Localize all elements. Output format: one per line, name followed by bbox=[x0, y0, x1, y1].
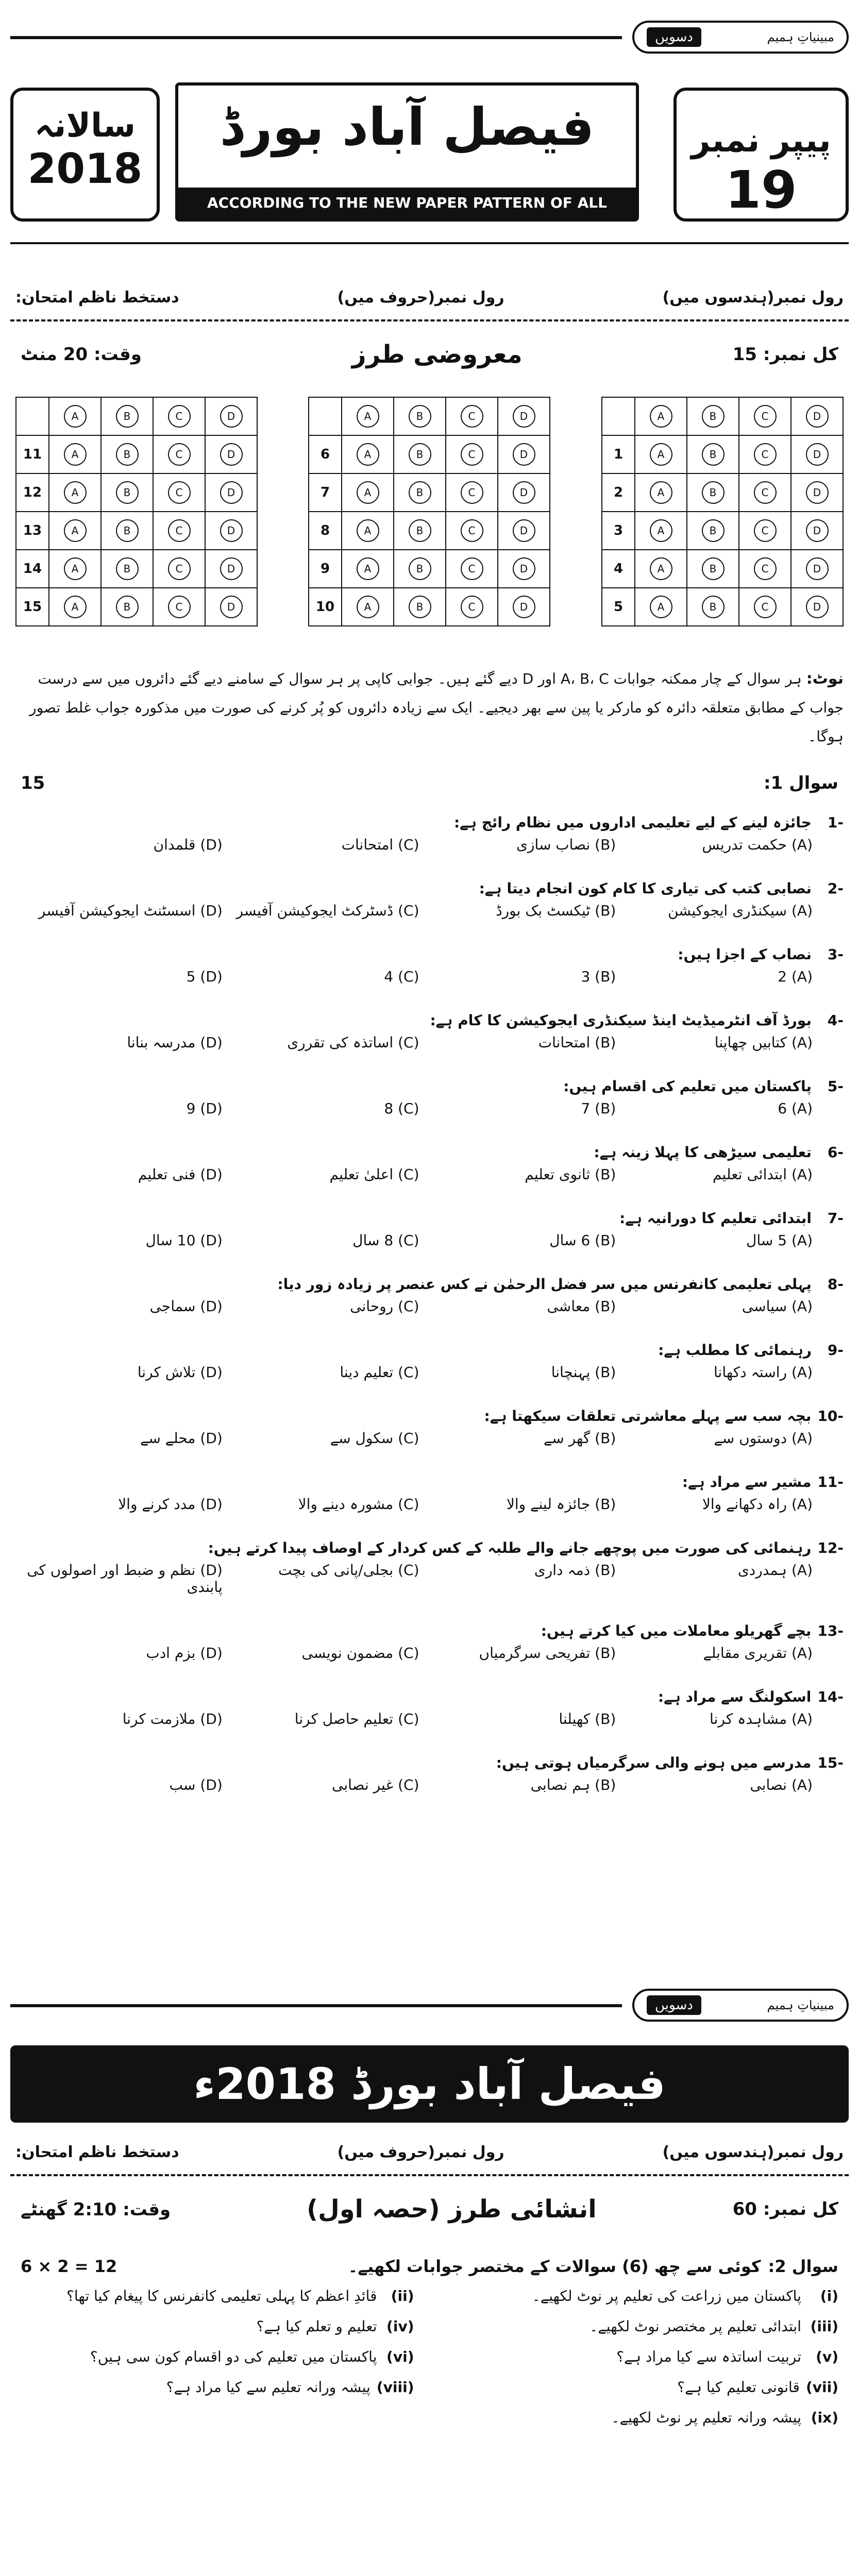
mcq-list bbox=[15, 814, 844, 1820]
mcq-option[interactable]: (A) سیاسی bbox=[742, 1298, 813, 1315]
section-title: انشائی طرز (حصہ اول) bbox=[307, 2195, 597, 2224]
mcq-question: رہنمائی کی صورت میں پوچھے جانے والے طلبہ کے کس کردار کے اوصاف پیدا کرتے ہیں: bbox=[208, 1539, 812, 1556]
mcq-question: مشیر سے مراد ہے: bbox=[682, 1473, 812, 1490]
annual-year-box bbox=[10, 88, 160, 222]
mcq-option[interactable]: (B) 3 bbox=[581, 968, 616, 985]
question-marks: 15 bbox=[21, 773, 45, 793]
mcq-option[interactable]: (B) کھیلنا bbox=[559, 1710, 616, 1727]
roll-digits-field[interactable]: رول نمبر(ہندسوں میں) bbox=[662, 289, 844, 307]
mcq-item bbox=[15, 1276, 844, 1315]
part-number: (vii) bbox=[805, 2379, 838, 2396]
mcq-item bbox=[15, 880, 844, 919]
instructions bbox=[15, 665, 844, 751]
total-marks: کل نمبر: 60 bbox=[732, 2199, 838, 2219]
mcq-option[interactable]: (B) ثانوی تعلیم bbox=[525, 1166, 616, 1183]
mcq-number: -8 bbox=[827, 1276, 844, 1293]
mcq-option[interactable]: (A) راستہ دکھانا bbox=[714, 1364, 813, 1381]
part-number: (i) bbox=[820, 2287, 838, 2304]
mcq-option[interactable]: (C) 4 bbox=[384, 968, 419, 985]
mcq-question: بچہ سب سے پہلے معاشرتی تعلقات سیکھتا ہے: bbox=[484, 1408, 812, 1425]
mcq-question: اسکولنگ سے مراد ہے: bbox=[658, 1688, 812, 1705]
mcq-option[interactable]: (A) حکمت تدریس bbox=[702, 836, 813, 853]
part-text: پیشہ ورانہ تعلیم پر نوٹ لکھیے۔ bbox=[611, 2409, 801, 2426]
class-tag: دسویں bbox=[647, 1995, 701, 2015]
mcq-option[interactable]: (B) نصاب سازی bbox=[516, 836, 616, 853]
mcq-option[interactable]: (D) محلے سے bbox=[140, 1430, 223, 1447]
mcq-number: -9 bbox=[827, 1342, 844, 1359]
mcq-question: بورڈ آف انٹرمیڈیٹ اینڈ سیکنڈری ایجوکیشن کا کام ہے: bbox=[430, 1012, 812, 1029]
part-text: قائدِ اعظم کا پہلی تعلیمی کانفرنس کا پیغام کیا تھا؟ bbox=[66, 2287, 377, 2304]
board-title-box bbox=[175, 82, 639, 242]
mcq-number: -1 bbox=[827, 814, 844, 831]
omr-bubble[interactable]: A bbox=[650, 443, 672, 466]
mcq-option[interactable]: (D) مدد کرنے والا bbox=[118, 1496, 223, 1513]
mcq-item bbox=[15, 1622, 844, 1662]
instructions-text: ہر سوال کے چار ممکنہ جوابات A، B، C اور D دیے گئے ہیں۔ جوابی کاپی پر ہر سوال کے سامنے دیے گئے دائروں میں سے درست جواب کے مطابق متعلقہ دائرہ کو مارکر یا پین سے بھر دیجیے۔ ایک سے زیادہ دائروں کو پُر کرنے کی صورت میں مذکورہ جواب غلط تصور ہوگا۔ bbox=[29, 670, 844, 745]
annual-label: سالانہ bbox=[34, 107, 136, 145]
mcq-question: رہنمائی کا مطلب ہے: bbox=[658, 1342, 812, 1359]
mcq-question: پہلی تعلیمی کانفرنس میں سر فضل الرحمٰن نے کس عنصر پر زیادہ زور دیا: bbox=[277, 1276, 812, 1293]
paper-number-box bbox=[673, 88, 849, 222]
paper-label: پیپر نمبر bbox=[691, 122, 831, 160]
mcq-option[interactable]: (C) تعلیم حاصل کرنا bbox=[294, 1710, 419, 1727]
question-part bbox=[21, 2287, 414, 2304]
roll-digits-field[interactable]: رول نمبر(ہندسوں میں) bbox=[662, 2143, 844, 2161]
mcq-number: -2 bbox=[827, 880, 844, 897]
mcq-item bbox=[15, 1754, 844, 1793]
part-number: (iv) bbox=[386, 2318, 414, 2335]
mcq-option[interactable]: (C) 8 bbox=[384, 1100, 419, 1117]
part-number: (v) bbox=[816, 2348, 838, 2365]
mcq-option[interactable]: (C) ڈسٹرکٹ ایجوکیشن آفیسر bbox=[236, 902, 419, 919]
part-text: قانونی تعلیم کیا ہے؟ bbox=[677, 2379, 800, 2396]
mcq-number: -5 bbox=[827, 1078, 844, 1095]
time-allowed: وقت: 20 منٹ bbox=[21, 344, 142, 365]
question-part bbox=[21, 2348, 414, 2365]
question-1-header bbox=[21, 773, 838, 793]
mcq-item bbox=[15, 1473, 844, 1513]
section-title: معروضی طرز bbox=[351, 340, 523, 369]
mcq-question: تعلیمی سیڑھی کا پہلا زینہ ہے: bbox=[594, 1144, 812, 1161]
series-name: مبینیاتِ ہمیم bbox=[767, 30, 834, 44]
series-pill bbox=[632, 1989, 849, 2022]
mcq-question: نصابی کتب کی تیاری کا کام کون انجام دیتا ہے: bbox=[479, 880, 812, 897]
mcq-option[interactable]: (A) کتابیں چھاپنا bbox=[714, 1034, 813, 1051]
mcq-item bbox=[15, 1342, 844, 1381]
total-marks: کل نمبر: 15 bbox=[732, 344, 838, 365]
series-header bbox=[10, 10, 849, 72]
student-fields bbox=[15, 2143, 844, 2161]
question-instruction: کوئی سے چھ (6) سوالات کے مختصر جوابات لکھیے۔ bbox=[348, 2257, 761, 2276]
mcq-option[interactable]: (A) 5 سال bbox=[746, 1232, 813, 1249]
part-text: تربیت اساتذہ سے کیا مراد ہے؟ bbox=[616, 2348, 801, 2365]
mcq-number: -11 bbox=[817, 1473, 844, 1490]
question-part bbox=[21, 2379, 414, 2396]
part-text: تعلیم و تعلم کیا ہے؟ bbox=[256, 2318, 377, 2335]
mcq-item bbox=[15, 1210, 844, 1249]
mcq-option[interactable]: (A) ہمدردی bbox=[737, 1562, 813, 1579]
mcq-option[interactable]: (A) ابتدائی تعلیم bbox=[712, 1166, 813, 1183]
invigilator-signature[interactable]: دستخط ناظم امتحان: bbox=[15, 2143, 179, 2161]
question-marks: 6 × 2 = 12 bbox=[21, 2257, 117, 2276]
time-allowed: وقت: 2:10 گھنٹے bbox=[21, 2199, 171, 2220]
part-number: (viii) bbox=[376, 2379, 414, 2396]
mcq-option[interactable]: (D) قلمدان bbox=[153, 836, 223, 853]
mcq-option[interactable]: (A) مشاہدہ کرنا bbox=[710, 1710, 813, 1727]
mcq-number: -14 bbox=[817, 1688, 844, 1705]
mcq-number: -6 bbox=[827, 1144, 844, 1161]
mcq-option[interactable]: (A) نصابی bbox=[750, 1776, 813, 1793]
board-name: فیصل آباد بورڈ bbox=[220, 97, 595, 157]
mcq-item bbox=[15, 1012, 844, 1051]
mcq-item bbox=[15, 1144, 844, 1183]
header-rule bbox=[10, 2004, 622, 2007]
mcq-option[interactable]: (D) سماجی bbox=[149, 1298, 223, 1315]
mcq-option[interactable]: (B) پہنچانا bbox=[551, 1364, 616, 1381]
student-fields bbox=[15, 289, 844, 307]
mcq-option[interactable]: (C) اعلیٰ تعلیم bbox=[329, 1166, 419, 1183]
part-text: پاکستان میں زراعت کی تعلیم پر نوٹ لکھیے۔ bbox=[532, 2287, 801, 2304]
mcq-option[interactable]: (A) سیکنڈری ایجوکیشن bbox=[668, 902, 813, 919]
mcq-option[interactable]: (B) تفریحی سرگرمیاں bbox=[479, 1645, 616, 1662]
mcq-option[interactable]: (C) 8 سال bbox=[352, 1232, 419, 1249]
mcq-option[interactable]: (C) امتحانات bbox=[341, 836, 419, 853]
question-part bbox=[21, 2318, 414, 2335]
mcq-question: بچے گھریلو معاملات میں کیا کرتے ہیں: bbox=[541, 1622, 812, 1639]
part-text: ابتدائی تعلیم پر مختصر نوٹ لکھیے۔ bbox=[589, 2318, 801, 2335]
mcq-option[interactable]: (D) 9 bbox=[186, 1100, 223, 1117]
mcq-question: جائزہ لینے کے لیے تعلیمی اداروں میں نظام رائج ہے: bbox=[453, 814, 812, 831]
part-number: (ix) bbox=[811, 2409, 838, 2426]
mcq-option[interactable]: (B) جائزہ لینے والا bbox=[506, 1496, 616, 1513]
question-label: سوال 2: bbox=[768, 2257, 838, 2276]
omr-grid-3: A B C D 11 A B C D 12 A B C D 13 A B C D 14 A B C D 15 A B C D bbox=[15, 397, 258, 649]
mcq-option[interactable]: (D) اسسٹنٹ ایجوکیشن آفیسر bbox=[38, 902, 223, 919]
mcq-question: نصاب کے اجزا ہیں: bbox=[678, 946, 812, 963]
mcq-number: -13 bbox=[817, 1622, 844, 1639]
part-number: (vi) bbox=[386, 2348, 414, 2365]
mcq-option[interactable]: (A) 6 bbox=[778, 1100, 813, 1117]
mcq-option[interactable]: (D) نظم و ضبط اور اصولوں کی پابندی bbox=[27, 1562, 223, 1596]
mcq-option[interactable]: (D) 5 bbox=[186, 968, 223, 985]
mcq-option[interactable]: (B) 7 bbox=[581, 1100, 616, 1117]
mcq-option[interactable]: (B) ہم نصابی bbox=[530, 1776, 616, 1793]
mcq-option[interactable]: (C) تعلیم دینا bbox=[340, 1364, 419, 1381]
mcq-option[interactable]: (C) سکول سے bbox=[330, 1430, 419, 1447]
question-part bbox=[445, 2348, 839, 2365]
question-label: سوال 1: bbox=[763, 773, 838, 793]
question-part bbox=[445, 2379, 839, 2396]
mcq-option[interactable]: (A) 2 bbox=[778, 968, 813, 985]
mcq-option[interactable]: (D) بزم ادب bbox=[146, 1645, 223, 1662]
divider bbox=[10, 319, 849, 321]
mcq-item bbox=[15, 1408, 844, 1447]
part-number: (ii) bbox=[391, 2287, 414, 2304]
mcq-option[interactable]: (B) امتحانات bbox=[538, 1034, 616, 1051]
mcq-item bbox=[15, 1539, 844, 1596]
mcq-option[interactable]: (D) مدرسہ بنانا bbox=[127, 1034, 223, 1051]
divider bbox=[10, 242, 849, 244]
mcq-number: -12 bbox=[817, 1539, 844, 1556]
part-text: پاکستان میں تعلیم کی دو اقسام کون سی ہیں؟ bbox=[90, 2348, 377, 2365]
mcq-option[interactable]: (A) راہ دکھانے والا bbox=[702, 1496, 813, 1513]
title-block bbox=[10, 77, 849, 242]
question-part bbox=[445, 2287, 839, 2304]
series-header bbox=[10, 1989, 849, 2030]
omr-grid-2: A B C D 6 A B C D 7 A B C D 8 A B C D 9 A B C D 10 A B C D bbox=[308, 397, 550, 649]
mcq-option[interactable]: (C) غیر نصابی bbox=[331, 1776, 419, 1793]
mcq-option[interactable]: (B) معاشی bbox=[547, 1298, 616, 1315]
question-part bbox=[445, 2409, 839, 2426]
header-rule bbox=[10, 36, 622, 39]
mcq-option[interactable]: (B) 6 سال bbox=[549, 1232, 616, 1249]
short-question-2 bbox=[21, 2257, 838, 2426]
exam-year: 2018 bbox=[27, 145, 143, 193]
mcq-item bbox=[15, 946, 844, 985]
omr-grid-1: A B C D 1 A B C D 2 A B C D 3 A B C D 4 A B C D 5 A B C D bbox=[601, 397, 844, 649]
omr-bubble[interactable]: D bbox=[806, 443, 829, 466]
part-number: (iii) bbox=[810, 2318, 838, 2335]
mcq-option[interactable]: (D) ملازمت کرنا bbox=[122, 1710, 223, 1727]
mcq-number: -7 bbox=[827, 1210, 844, 1227]
mcq-option[interactable]: (D) تلاش کرنا bbox=[137, 1364, 223, 1381]
mcq-number: -15 bbox=[817, 1754, 844, 1771]
roll-words-field[interactable]: رول نمبر(حروف میں) bbox=[337, 2143, 504, 2161]
mcq-item bbox=[15, 1688, 844, 1727]
divider bbox=[10, 2174, 849, 2176]
series-pill bbox=[632, 21, 849, 54]
invigilator-signature[interactable]: دستخط ناظم امتحان: bbox=[15, 289, 179, 307]
mcq-number: -4 bbox=[827, 1012, 844, 1029]
mcq-option[interactable]: (A) دوستوں سے bbox=[714, 1430, 813, 1447]
mcq-number: -10 bbox=[817, 1408, 844, 1425]
mcq-question: مدرسے میں ہونے والی سرگرمیاں ہوتی ہیں: bbox=[496, 1754, 812, 1771]
paper-meta bbox=[21, 340, 838, 369]
mcq-option[interactable]: (C) مضمون نویسی bbox=[301, 1645, 419, 1662]
mcq-option[interactable]: (D) 10 سال bbox=[145, 1232, 223, 1249]
board-banner: فیصل آباد بورڈ 2018ء bbox=[10, 2045, 849, 2123]
mcq-number: -3 bbox=[827, 946, 844, 963]
paper-number: 19 bbox=[725, 160, 797, 220]
mcq-question: پاکستان میں تعلیم کی اقسام ہیں: bbox=[563, 1078, 812, 1095]
mcq-option[interactable]: (D) سب bbox=[169, 1776, 223, 1793]
subjective-paper-page bbox=[0, 1968, 859, 2576]
mcq-option[interactable]: (C) روحانی bbox=[350, 1298, 419, 1315]
mcq-question: ابتدائی تعلیم کا دورانیہ ہے: bbox=[619, 1210, 812, 1227]
mcq-option[interactable]: (C) بجلی/پانی کی بچت bbox=[278, 1562, 419, 1579]
question-part bbox=[445, 2318, 839, 2335]
paper-meta bbox=[21, 2195, 838, 2224]
roll-words-field[interactable]: رول نمبر(حروف میں) bbox=[337, 289, 504, 307]
mcq-option[interactable]: (C) اساتذہ کی تقرری bbox=[287, 1034, 419, 1051]
omr-bubble[interactable]: B bbox=[702, 443, 725, 466]
omr-bubble[interactable]: C bbox=[754, 443, 777, 466]
mcq-item bbox=[15, 1078, 844, 1117]
mcq-option[interactable]: (D) فنی تعلیم bbox=[138, 1166, 223, 1183]
mcq-option[interactable]: (B) ذمہ داری bbox=[534, 1562, 616, 1579]
pattern-note: ACCORDING TO THE NEW PAPER PATTERN OF ALL BOARDS bbox=[178, 188, 636, 218]
mcq-option[interactable]: (B) ٹیکسٹ بک بورڈ bbox=[496, 902, 616, 919]
mcq-option[interactable]: (A) تقریری مقابلے bbox=[703, 1645, 813, 1662]
mcq-option[interactable]: (C) مشورہ دینے والا bbox=[298, 1496, 419, 1513]
mcq-option[interactable]: (B) گھر سے bbox=[543, 1430, 616, 1447]
part-text: پیشہ ورانہ تعلیم سے کیا مراد ہے؟ bbox=[166, 2379, 370, 2396]
series-name: مبینیاتِ ہمیم bbox=[767, 1998, 834, 2012]
class-tag: دسویں bbox=[647, 27, 701, 47]
mcq-item bbox=[15, 814, 844, 853]
instructions-label: نوٹ: bbox=[806, 670, 844, 688]
